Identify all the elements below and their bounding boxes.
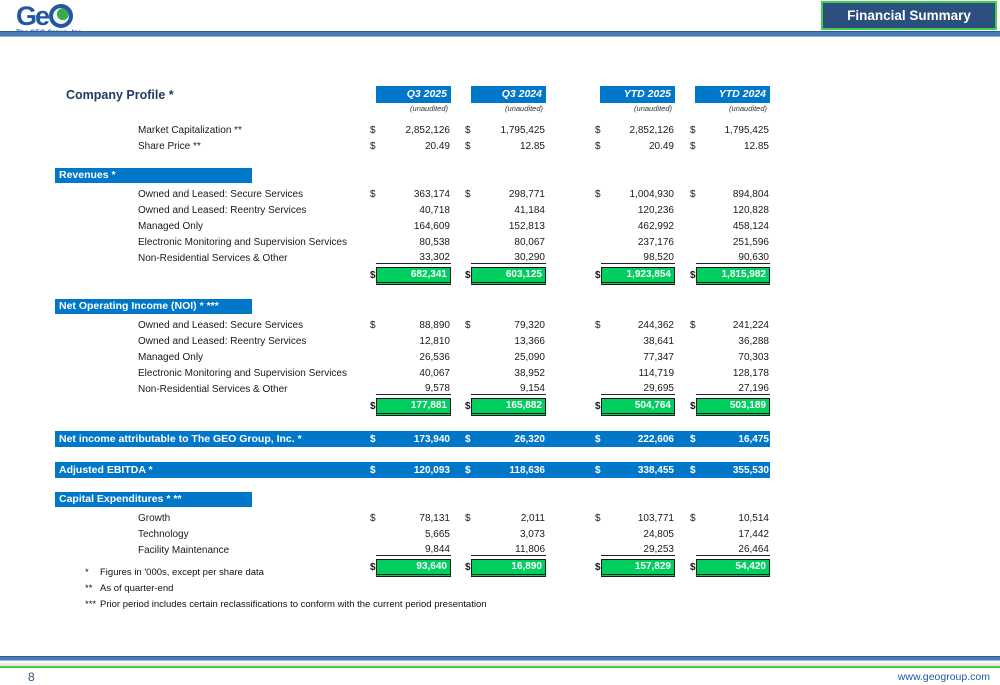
value-group <box>370 544 451 556</box>
section-header: Net Operating Income (NOI) * *** <box>55 299 252 314</box>
cell-value: 26,536 <box>419 351 450 363</box>
column-note-row <box>55 103 770 114</box>
value-group <box>690 434 770 445</box>
cell-value: 27,196 <box>696 383 770 395</box>
dollar-sign: $ <box>465 140 471 152</box>
cell-value: 120,236 <box>637 204 674 216</box>
value-group <box>595 221 675 232</box>
dollar-sign: $ <box>370 433 376 445</box>
dollar-sign: $ <box>595 512 601 524</box>
dollar-sign: $ <box>595 124 601 136</box>
value-group <box>595 529 675 540</box>
cell-value: 25,090 <box>514 351 545 363</box>
value-group <box>595 465 675 476</box>
value-group <box>370 252 451 264</box>
dollar-sign: $ <box>595 319 601 331</box>
dollar-sign: $ <box>370 188 376 200</box>
table-row <box>55 349 770 365</box>
cell-value: 90,630 <box>696 252 770 264</box>
table-row <box>55 234 770 250</box>
table-row <box>55 333 770 349</box>
value-group <box>595 237 675 248</box>
cell-value: 5,665 <box>424 528 450 540</box>
cell-value: 103,771 <box>637 512 674 524</box>
row-label: Market Capitalization ** <box>138 124 242 136</box>
footnote <box>85 600 487 610</box>
table-row <box>55 317 770 333</box>
dollar-sign: $ <box>690 188 696 200</box>
cell-value: 40,067 <box>419 367 450 379</box>
value-group <box>465 141 546 152</box>
total-value: 16,890 <box>471 559 546 577</box>
value-group <box>690 398 770 416</box>
value-group <box>690 205 770 216</box>
row-label: Non-Residential Services & Other <box>138 252 288 264</box>
logo-text: Ge <box>16 1 49 31</box>
cell-value: 41,184 <box>514 204 545 216</box>
table-row <box>55 122 770 138</box>
cell-value: 13,366 <box>514 335 545 347</box>
column-header-row <box>55 85 770 103</box>
cell-value: 77,347 <box>643 351 674 363</box>
value-group <box>465 513 546 524</box>
column-note-group <box>595 103 675 114</box>
table-row <box>55 138 770 154</box>
value-group <box>370 368 451 379</box>
total-value: 504,764 <box>601 398 675 416</box>
column-subheader: (unaudited) <box>410 104 448 113</box>
row-label: Net income attributable to The GEO Group, Inc. * <box>59 433 302 445</box>
footnote-text: As of quarter-end <box>100 583 174 594</box>
value-group <box>690 368 770 379</box>
cell-value: 20.49 <box>648 140 674 152</box>
cell-value: 88,890 <box>419 319 450 331</box>
cell-value: 363,174 <box>413 188 450 200</box>
value-group <box>690 320 770 331</box>
value-group <box>370 205 451 216</box>
column-subheader: (unaudited) <box>729 104 767 113</box>
cell-value: 12.85 <box>743 140 769 152</box>
cell-value: 80,067 <box>514 236 545 248</box>
value-group <box>690 544 770 556</box>
footnote-mark: *** <box>85 599 97 610</box>
dollar-sign: $ <box>370 140 376 152</box>
value-group <box>370 141 451 152</box>
table-row <box>55 526 770 542</box>
cell-value: 152,813 <box>508 220 545 232</box>
cell-value: 1,795,425 <box>724 124 769 136</box>
row-label: Owned and Leased: Reentry Services <box>138 204 307 216</box>
table-row <box>55 462 770 478</box>
value-group <box>595 368 675 379</box>
page-title-banner: Financial Summary <box>821 1 997 30</box>
row-label: Adjusted EBITDA * <box>59 464 153 476</box>
dollar-sign: $ <box>690 562 696 573</box>
value-group <box>370 398 451 416</box>
cell-value: 17,442 <box>738 528 769 540</box>
header-divider <box>0 31 1000 37</box>
value-group <box>690 267 770 285</box>
footnote-text: Prior period includes certain reclassifications to conform with the current period presentation <box>100 599 487 610</box>
cell-value: 458,124 <box>732 220 769 232</box>
row-label: Managed Only <box>138 351 204 363</box>
cell-value: 29,253 <box>601 544 675 556</box>
value-group <box>370 383 451 395</box>
total-value: 177,881 <box>376 398 451 416</box>
footnote <box>85 568 487 578</box>
cell-value: 12,810 <box>419 335 450 347</box>
cell-value: 338,455 <box>637 464 674 476</box>
table-section <box>55 168 770 285</box>
table-title: Company Profile * <box>66 88 174 102</box>
dollar-sign: $ <box>595 464 601 476</box>
row-label: Owned and Leased: Secure Services <box>138 319 304 331</box>
row-label: Owned and Leased: Secure Services <box>138 188 304 200</box>
value-group <box>370 221 451 232</box>
value-group <box>465 398 546 416</box>
table-section <box>55 299 770 416</box>
total-value: 93,640 <box>376 559 451 577</box>
cell-value: 38,641 <box>643 335 674 347</box>
value-group <box>370 352 451 363</box>
value-group <box>370 513 451 524</box>
value-group <box>690 559 770 577</box>
dollar-sign: $ <box>465 562 471 573</box>
value-group <box>465 125 546 136</box>
cell-value: 29,695 <box>601 383 675 395</box>
value-group <box>595 205 675 216</box>
value-group <box>690 189 770 200</box>
value-group <box>690 221 770 232</box>
value-group <box>690 237 770 248</box>
table-body <box>55 122 770 577</box>
dollar-sign: $ <box>370 270 376 281</box>
value-group <box>465 205 546 216</box>
footnotes <box>85 568 487 616</box>
footnote-mark: ** <box>85 583 93 594</box>
value-group <box>595 320 675 331</box>
dollar-sign: $ <box>690 270 696 281</box>
cell-value: 80,538 <box>419 236 450 248</box>
cell-value: 894,804 <box>732 188 769 200</box>
cell-value: 1,795,425 <box>500 124 545 136</box>
dollar-sign: $ <box>595 562 601 573</box>
cell-value: 128,178 <box>732 367 769 379</box>
total-value: 165,882 <box>471 398 546 416</box>
value-group <box>370 529 451 540</box>
column-group <box>690 86 770 103</box>
column-note-group <box>370 103 451 114</box>
cell-value: 2,011 <box>520 512 545 524</box>
row-label: Technology <box>138 528 189 540</box>
row-label: Facility Maintenance <box>138 544 230 556</box>
row-label: Electronic Monitoring and Supervision Services <box>138 367 347 379</box>
value-group <box>370 336 451 347</box>
value-group <box>465 544 546 556</box>
cell-value: 33,302 <box>376 252 451 264</box>
dollar-sign: $ <box>690 433 696 445</box>
dollar-sign: $ <box>465 401 471 412</box>
dollar-sign: $ <box>465 464 471 476</box>
table-row <box>55 218 770 234</box>
value-group <box>595 189 675 200</box>
dollar-sign: $ <box>595 433 601 445</box>
cell-value: 2,852,126 <box>405 124 450 136</box>
dollar-sign: $ <box>465 512 471 524</box>
dollar-sign: $ <box>690 464 696 476</box>
value-group <box>465 252 546 264</box>
cell-value: 2,852,126 <box>629 124 674 136</box>
table-row <box>55 202 770 218</box>
value-group <box>595 544 675 556</box>
column-header: Q3 2024 <box>471 86 546 103</box>
cell-value: 114,719 <box>638 367 674 379</box>
table-row <box>55 365 770 381</box>
cell-value: 20.49 <box>424 140 450 152</box>
cell-value: 98,520 <box>601 252 675 264</box>
table-row <box>55 542 770 558</box>
value-group <box>690 352 770 363</box>
value-group <box>690 513 770 524</box>
footnote-text: Figures in '000s, except per share data <box>100 567 264 578</box>
cell-value: 11,806 <box>471 544 546 556</box>
value-group <box>595 352 675 363</box>
value-group <box>690 336 770 347</box>
value-group <box>690 252 770 264</box>
cell-value: 298,771 <box>508 188 545 200</box>
value-group <box>595 141 675 152</box>
website-link[interactable]: www.geogroup.com <box>897 670 990 683</box>
column-notes <box>370 103 770 114</box>
value-group <box>465 267 546 285</box>
dollar-sign: $ <box>690 124 696 136</box>
value-group <box>370 267 451 285</box>
value-group <box>595 513 675 524</box>
value-group <box>690 529 770 540</box>
value-group <box>690 465 770 476</box>
table-row <box>55 186 770 202</box>
dollar-sign: $ <box>690 319 696 331</box>
column-header: Q3 2025 <box>376 86 451 103</box>
value-group <box>370 434 451 445</box>
cell-value: 26,320 <box>514 433 545 445</box>
cell-value: 9,154 <box>471 383 546 395</box>
cell-value: 12.85 <box>519 140 545 152</box>
column-group <box>370 86 451 103</box>
column-subheader: (unaudited) <box>505 104 543 113</box>
cell-value: 26,464 <box>696 544 770 556</box>
cell-value: 78,131 <box>419 512 450 524</box>
cell-value: 38,952 <box>514 367 545 379</box>
dollar-sign: $ <box>370 124 376 136</box>
cell-value: 1,004,930 <box>629 188 674 200</box>
financial-table <box>55 85 770 577</box>
section-header: Capital Expenditures * ** <box>55 492 252 507</box>
dollar-sign: $ <box>465 433 471 445</box>
column-group <box>595 86 675 103</box>
cell-value: 462,992 <box>637 220 674 232</box>
column-note-group <box>690 103 770 114</box>
value-group <box>465 352 546 363</box>
value-group <box>690 383 770 395</box>
value-group <box>595 383 675 395</box>
cell-value: 3,073 <box>519 528 545 540</box>
page-footer <box>0 656 1000 685</box>
dollar-sign: $ <box>370 512 376 524</box>
column-headers <box>370 86 770 103</box>
value-group <box>465 434 546 445</box>
table-row <box>55 510 770 526</box>
cell-value: 9,578 <box>376 383 451 395</box>
value-group <box>370 320 451 331</box>
dollar-sign: $ <box>370 319 376 331</box>
column-header: YTD 2025 <box>600 86 675 103</box>
total-value: 682,341 <box>376 267 451 285</box>
page-number: 8 <box>28 669 35 684</box>
cell-value: 164,609 <box>413 220 450 232</box>
value-group <box>595 559 675 577</box>
total-row <box>55 397 770 416</box>
row-label: Share Price ** <box>138 140 201 152</box>
value-group <box>465 336 546 347</box>
column-group <box>465 86 546 103</box>
cell-value: 118,636 <box>509 464 545 476</box>
total-value: 503,189 <box>696 398 770 416</box>
value-group <box>465 465 546 476</box>
cell-value: 222,606 <box>637 433 674 445</box>
globe-icon <box>49 4 73 28</box>
value-group <box>370 465 451 476</box>
row-label: Managed Only <box>138 220 204 232</box>
dollar-sign: $ <box>465 270 471 281</box>
dollar-sign: $ <box>595 140 601 152</box>
value-group <box>595 398 675 416</box>
footnote-mark: * <box>85 567 89 578</box>
cell-value: 241,224 <box>732 319 769 331</box>
cell-value: 251,596 <box>732 236 769 248</box>
section-header: Revenues * <box>55 168 252 183</box>
value-group <box>595 336 675 347</box>
value-group <box>595 252 675 264</box>
row-label: Non-Residential Services & Other <box>138 383 288 395</box>
cell-value: 30,290 <box>471 252 546 264</box>
cell-value: 79,320 <box>514 319 545 331</box>
row-label: Electronic Monitoring and Supervision Services <box>138 236 347 248</box>
table-row <box>55 381 770 397</box>
table-row <box>55 250 770 266</box>
total-value: 1,815,982 <box>696 267 770 285</box>
cell-value: 10,514 <box>738 512 769 524</box>
value-group <box>690 141 770 152</box>
dollar-sign: $ <box>595 270 601 281</box>
footnote <box>85 584 487 594</box>
column-subheader: (unaudited) <box>634 104 672 113</box>
dollar-sign: $ <box>690 401 696 412</box>
value-group <box>465 320 546 331</box>
dollar-sign: $ <box>370 562 376 573</box>
value-group <box>370 189 451 200</box>
cell-value: 355,530 <box>732 464 769 476</box>
dollar-sign: $ <box>370 464 376 476</box>
column-note-group <box>465 103 546 114</box>
cell-value: 40,718 <box>419 204 450 216</box>
cell-value: 24,805 <box>643 528 674 540</box>
column-header: YTD 2024 <box>695 86 770 103</box>
dollar-sign: $ <box>690 140 696 152</box>
cell-value: 120,828 <box>732 204 769 216</box>
dollar-sign: $ <box>465 319 471 331</box>
value-group <box>595 267 675 285</box>
cell-value: 244,362 <box>637 319 674 331</box>
value-group <box>690 125 770 136</box>
value-group <box>370 237 451 248</box>
value-group <box>465 237 546 248</box>
dollar-sign: $ <box>595 188 601 200</box>
dollar-sign: $ <box>465 188 471 200</box>
value-group <box>595 434 675 445</box>
cell-value: 36,288 <box>738 335 769 347</box>
total-value: 603,125 <box>471 267 546 285</box>
value-group <box>595 125 675 136</box>
cell-value: 237,176 <box>637 236 674 248</box>
table-row <box>55 431 770 447</box>
total-row <box>55 266 770 285</box>
total-value: 54,420 <box>696 559 770 577</box>
cell-value: 120,093 <box>413 464 450 476</box>
dollar-sign: $ <box>595 401 601 412</box>
cell-value: 9,844 <box>376 544 451 556</box>
dollar-sign: $ <box>465 124 471 136</box>
value-group <box>465 189 546 200</box>
dollar-sign: $ <box>370 401 376 412</box>
row-label: Growth <box>138 512 171 524</box>
cell-value: 173,940 <box>413 433 450 445</box>
value-group <box>465 529 546 540</box>
dollar-sign: $ <box>690 512 696 524</box>
cell-value: 70,303 <box>738 351 769 363</box>
table-section <box>55 492 770 577</box>
value-group <box>465 368 546 379</box>
total-value: 1,923,854 <box>601 267 675 285</box>
total-value: 157,829 <box>601 559 675 577</box>
value-group <box>370 125 451 136</box>
value-group <box>465 383 546 395</box>
row-label: Owned and Leased: Reentry Services <box>138 335 307 347</box>
cell-value: 16,475 <box>738 433 769 445</box>
value-group <box>465 221 546 232</box>
